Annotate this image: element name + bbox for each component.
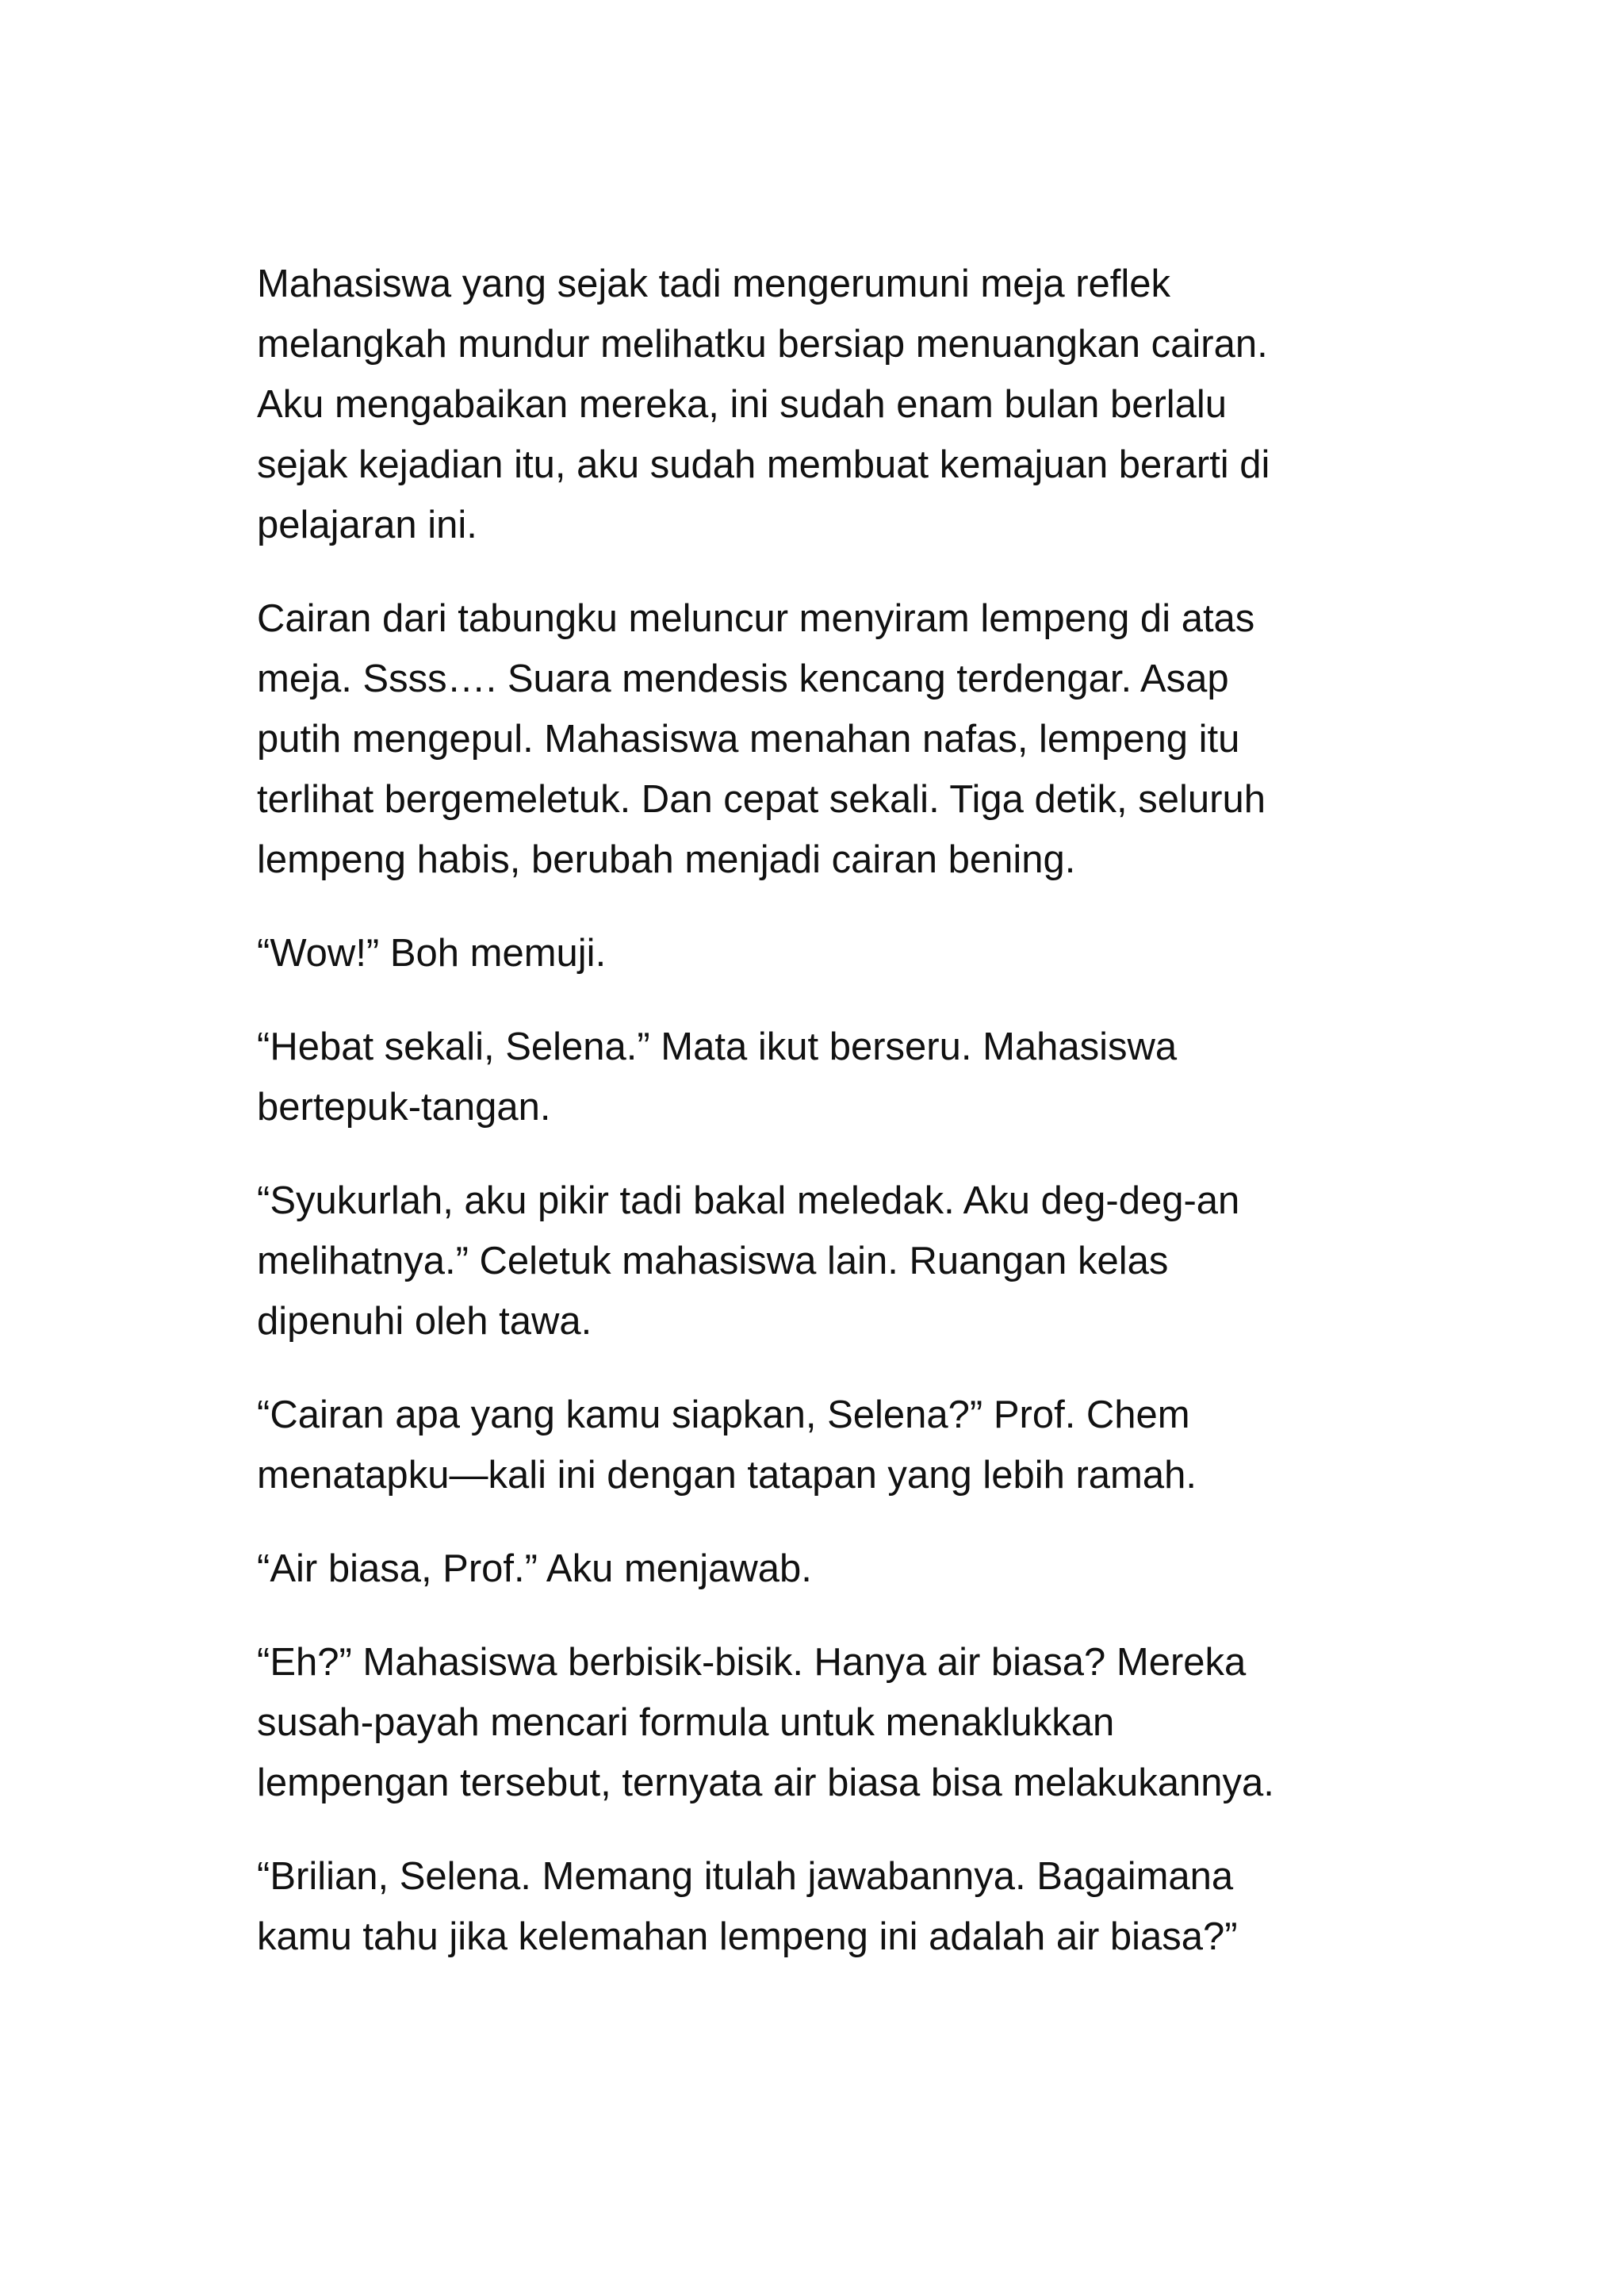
paragraph-3 [257,923,1383,983]
text-line: “Wow!” Boh memuji. [257,932,607,975]
text-line: putih mengepul. Mahasiswa menahan nafas, lempeng itu [257,718,1240,761]
text-line: Mahasiswa yang sejak tadi mengerumuni meja reflek [257,263,1171,305]
text-line: sejak kejadian itu, aku sudah membuat kemajuan berarti di [257,443,1270,486]
paragraph-6 [257,1385,1383,1505]
text-line: meja. Ssss…. Suara mendesis kencang terdengar. Asap [257,657,1229,700]
text-line: menatapku—kali ini dengan tatapan yang lebih ramah. [257,1454,1197,1497]
body-text [257,254,1383,2000]
text-line: “Cairan apa yang kamu siapkan, Selena?” Prof. Chem [257,1393,1190,1436]
paragraph-2 [257,588,1383,890]
text-line: kamu tahu jika kelemahan lempeng ini adalah air biasa?” [257,1915,1238,1958]
text-line: bertepuk-tangan. [257,1086,551,1129]
text-line: “Hebat sekali, Selena.” Mata ikut berseru. Mahasiswa [257,1025,1178,1068]
text-line: “Brilian, Selena. Memang itulah jawabannya. Bagaimana [257,1855,1234,1898]
text-line: terlihat bergemeletuk. Dan cepat sekali. Tiga detik, seluruh [257,778,1266,821]
text-line: “Air biasa, Prof.” Aku menjawab. [257,1547,812,1590]
paragraph-9 [257,1846,1383,1967]
text-line: melihatnya.” Celetuk mahasiswa lain. Ruangan kelas [257,1240,1169,1282]
text-line: “Syukurlah, aku pikir tadi bakal meledak. Aku deg-deg-an [257,1179,1240,1222]
text-line: pelajaran ini. [257,504,477,546]
text-line: Aku mengabaikan mereka, ini sudah enam bulan berlalu [257,383,1228,426]
text-line: lempeng habis, berubah menjadi cairan bening. [257,838,1076,881]
text-line: “Eh?” Mahasiswa berbisik-bisik. Hanya air biasa? Mereka [257,1641,1247,1684]
text-line: Cairan dari tabungku meluncur menyiram lempeng di atas [257,597,1255,640]
text-line: susah-payah mencari formula untuk menaklukkan [257,1701,1115,1744]
paragraph-4 [257,1017,1383,1137]
text-line: melangkah mundur melihatku bersiap menuangkan cairan. [257,323,1268,366]
paragraph-8 [257,1632,1383,1813]
text-line: dipenuhi oleh tawa. [257,1300,592,1343]
paragraph-7 [257,1539,1383,1599]
paragraph-1 [257,254,1383,555]
text-line: lempengan tersebut, ternyata air biasa bisa melakukannya. [257,1761,1274,1804]
paragraph-5 [257,1171,1383,1351]
